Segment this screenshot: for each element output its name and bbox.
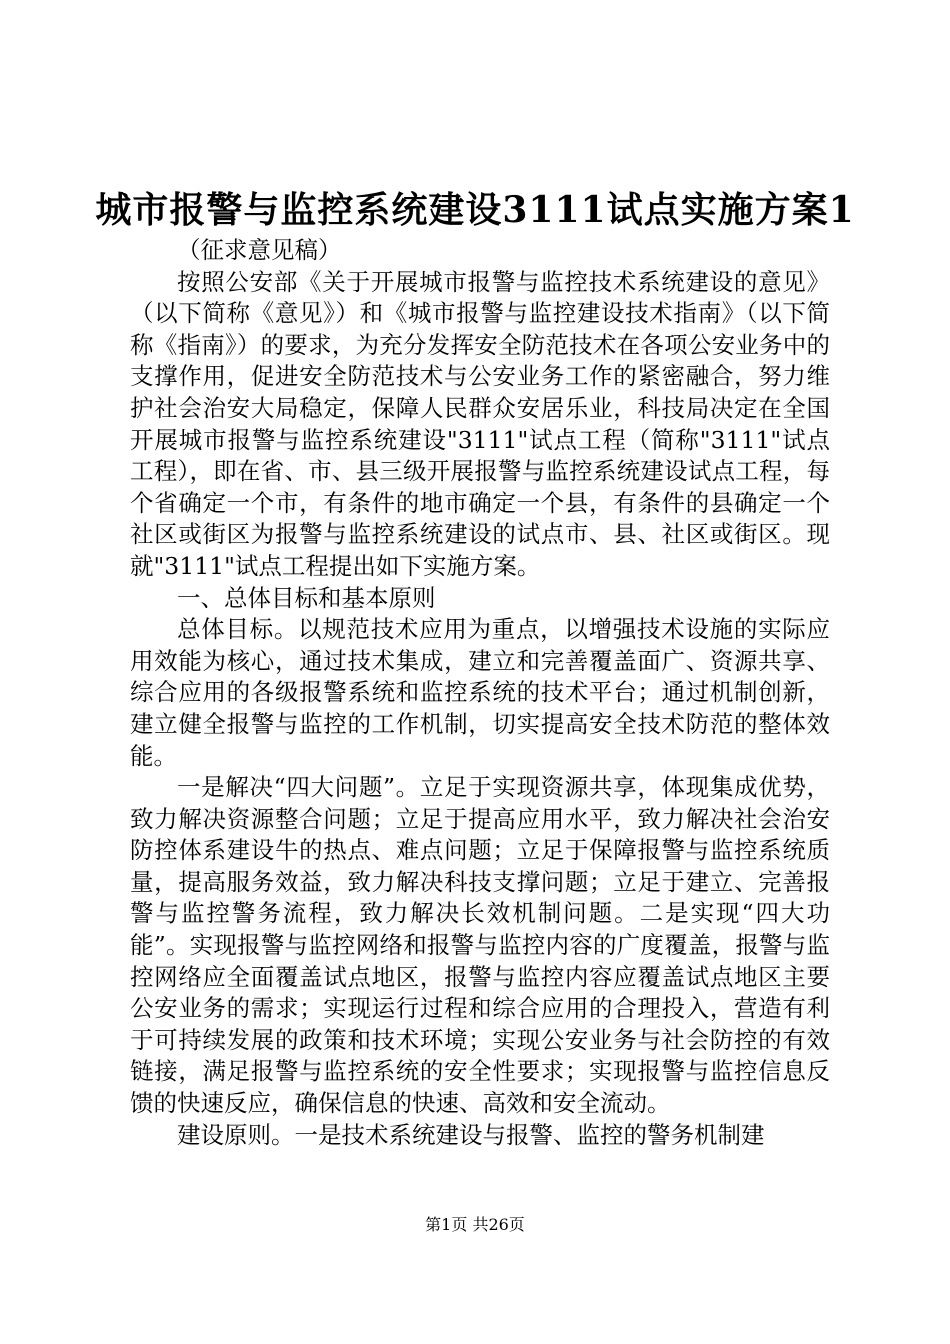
section-heading: 一、总体目标和基本原则 [177, 583, 436, 612]
paragraph-construction-principles: 建设原则。一是技术系统建设与报警、监控的警务机制建 [177, 1120, 765, 1149]
page-footer: 第1页 共26页 [425, 1215, 525, 1234]
document-title: 城市报警与监控系统建设3111试点实施方案1 [95, 189, 855, 231]
subtitle: （征求意见稿） [177, 236, 342, 264]
paragraph-intro: 按照公安部《关于开展城市报警与监控技术系统建设的意见》（以下简称《意见》）和《城市报警与监控建设技术指南》（以下简称《指南》）的要求，为充分发挥安全防范技术在各项公安业务中的支撑作用，促进安全防范技术与公安业务工作的紧密融合，努力维护社会治安大局稳定，保障人民群众安居乐业，科技局决定在全国开展城市报警与监控系统建设"3111"试点工程（简称"3111"试点工程），即在省、市、县三级开展报警与监控系统建设试点工程，每个省确定一个市，有条件的地市确定一个县，有条件的县确定一个社区或街区为报警与监控系统建设的试点市、县、社区或街区。现就"3111"试点工程提出如下实施方案。 [130, 267, 830, 580]
paragraph-overall-goal: 总体目标。以规范技术应用为重点，以增强技术设施的实际应用效能为核心，通过技术集成，建立和完善覆盖面广、资源共享、综合应用的各级报警系统和监控系统的技术平台；通过机制创新，建立健全报警与监控的工作机制，切实提高安全技术防范的整体效能。 [130, 615, 830, 770]
paragraph-four-problems: 一是解决“四大问题”。立足于实现资源共享，体现集成优势，致力解决资源整合问题；立足于提高应用水平，致力解决社会治安防控体系建设牛的热点、难点问题；立足于保障报警与监控系统质量，提高服务效益，致力解决科技支撑问题；立足于建立、完善报警与监控警务流程，致力解决长效机制问题。二是实现“四大功能”。实现报警与监控网络和报警与监控内容的广度覆盖，报警与监控网络应全面覆盖试点地区，报警与监控内容应覆盖试点地区主要公安业务的需求；实现运行过程和综合应用的合理投入，营造有利于可持续发展的政策和技术环境；实现公安业务与社会防控的有效链接，满足报警与监控系统的安全性要求；实现报警与监控信息反馈的快速反应，确保信息的快速、高效和安全流动。 [130, 773, 830, 1118]
document-body [130, 235, 830, 1151]
